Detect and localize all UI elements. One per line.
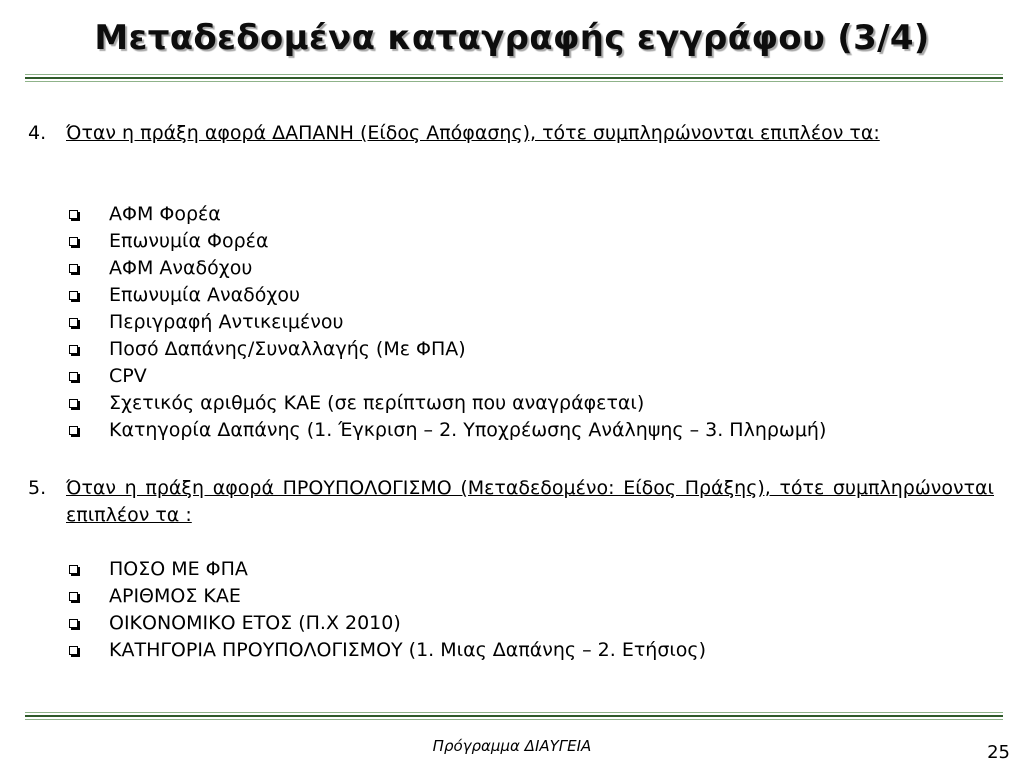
list-item: CPV [67, 363, 826, 390]
list-item: Ποσό Δαπάνης/Συναλλαγής (Με ΦΠΑ) [67, 336, 826, 363]
list-item: Περιγραφή Αντικειμένου [67, 309, 826, 336]
checkbox-bullet-icon [69, 399, 78, 408]
checkbox-bullet-icon [69, 318, 78, 327]
section-5-list [67, 556, 706, 664]
checkbox-bullet-icon [69, 565, 78, 574]
checkbox-bullet-icon [69, 619, 78, 628]
checkbox-bullet-icon [69, 210, 78, 219]
list-item: ΠΟΣΟ ΜΕ ΦΠΑ [67, 556, 706, 583]
checkbox-bullet-icon [69, 646, 78, 655]
list-item: Κατηγορία Δαπάνης (1. Έγκριση – 2. Υποχρέωσης Ανάληψης – 3. Πληρωμή) [67, 417, 826, 444]
bottom-divider [25, 712, 1003, 722]
checkbox-bullet-icon [69, 592, 78, 601]
list-item: ΑΦΜ Φορέα [67, 201, 826, 228]
section-5 [28, 475, 994, 529]
top-divider [25, 74, 1003, 84]
list-item: ΑΡΙΘΜΟΣ ΚΑΕ [67, 583, 706, 610]
page-title: Μεταδεδομένα καταγραφής εγγράφου (3/4) [94, 18, 930, 58]
checkbox-bullet-icon [69, 291, 78, 300]
checkbox-bullet-icon [69, 264, 78, 273]
section-number: 4. [28, 122, 47, 144]
checkbox-bullet-icon [69, 345, 78, 354]
checkbox-bullet-icon [69, 426, 78, 435]
section-heading: Όταν η πράξη αφορά ΠΡΟΥΠΟΛΟΓΙΣΜΟ (Μεταδεδομένο: Είδος Πράξης), τότε συμπληρώνονται επιπλέον τα : [66, 477, 994, 526]
list-item: ΚΑΤΗΓΟΡΙΑ ΠΡΟΥΠΟΛΟΓΙΣΜΟΥ (1. Μιας Δαπάνης – 2. Ετήσιος) [67, 637, 706, 664]
list-item: ΟΙΚΟΝΟΜΙΚΟ ΕΤΟΣ (Π.Χ 2010) [67, 610, 706, 637]
footer-program: Πρόγραμμα ΔΙΑΥΓΕΙΑ [432, 737, 592, 755]
section-heading: Όταν η πράξη αφορά ΔΑΠΑΝΗ (Είδος Απόφασης), τότε συμπληρώνονται επιπλέον τα: [66, 122, 880, 144]
list-item: Σχετικός αριθμός ΚΑΕ (σε περίπτωση που αναγράφεται) [67, 390, 826, 417]
checkbox-bullet-icon [69, 237, 78, 246]
section-4-list [67, 201, 826, 444]
checkbox-bullet-icon [69, 372, 78, 381]
list-item: Επωνυμία Αναδόχου [67, 282, 826, 309]
section-4 [28, 120, 994, 147]
page-number: 25 [987, 742, 1010, 763]
section-number: 5. [28, 477, 47, 499]
list-item: Επωνυμία Φορέα [67, 228, 826, 255]
list-item: ΑΦΜ Αναδόχου [67, 255, 826, 282]
